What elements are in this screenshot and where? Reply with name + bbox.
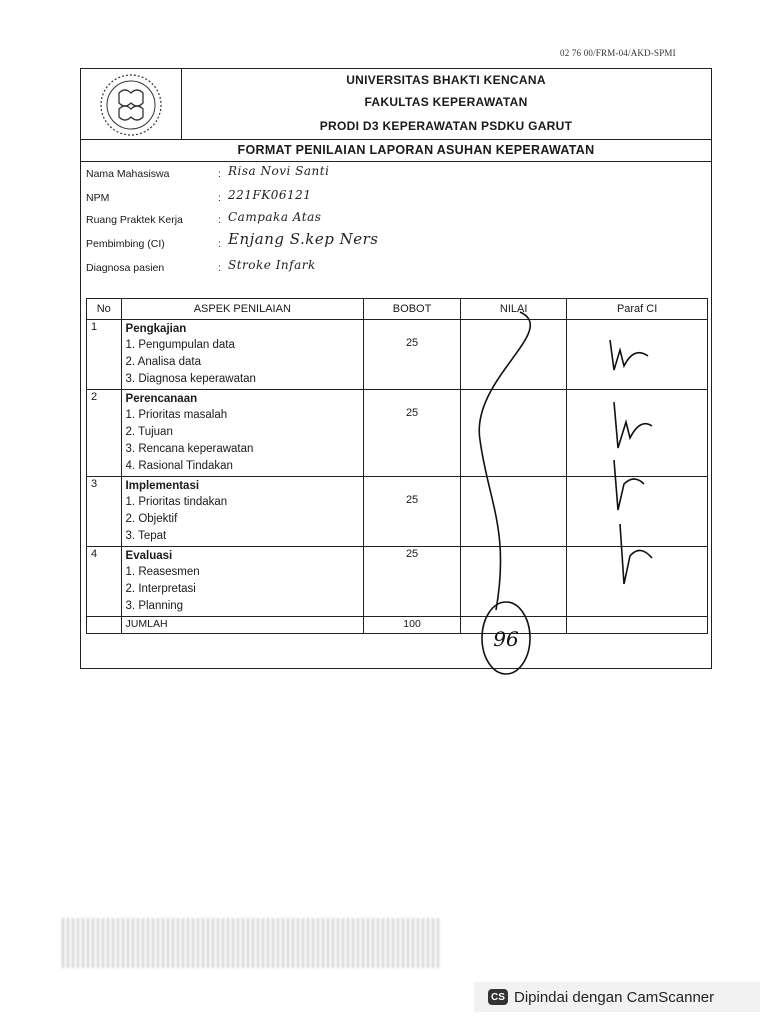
aspect-item: 3. Planning: [125, 600, 184, 612]
header-no: No: [87, 299, 122, 320]
info-label: Pembimbing (CI): [86, 238, 165, 250]
table-row: [87, 390, 708, 477]
header-paraf: Paraf CI: [567, 299, 708, 320]
faculty-name: FAKULTAS KEPERAWATAN: [364, 95, 528, 109]
aspect-cell: [121, 477, 364, 547]
aspect-item: 3. Rencana keperawatan: [125, 443, 254, 455]
header-nilai: NILAI: [461, 299, 567, 320]
row-number: 3: [87, 477, 122, 547]
form-title-row: [81, 139, 711, 162]
document-code: 02 76 00/FRM-04/AKD-SPMI: [560, 48, 676, 58]
aspect-cell: [121, 547, 364, 617]
info-label: Diagnosa pasien: [86, 262, 165, 274]
table-row: [87, 547, 708, 617]
nilai-cell: [461, 320, 567, 390]
row-number: 4: [87, 547, 122, 617]
aspect-item: 2. Objektif: [125, 513, 178, 525]
header-aspek: ASPEK PENILAIAN: [121, 299, 364, 320]
header-bobot: BOBOT: [364, 299, 461, 320]
table-row: [87, 320, 708, 390]
bobot-cell: [364, 547, 461, 617]
paraf-cell: [567, 320, 708, 390]
aspect-item: 2. Analisa data: [125, 356, 201, 368]
aspect-cell: [121, 320, 364, 390]
aspect-title: Implementasi: [125, 480, 200, 492]
bobot-cell: [364, 390, 461, 477]
aspect-item: 1. Prioritas masalah: [125, 409, 228, 421]
bobot-value: 25: [405, 494, 419, 506]
info-row-nama: Nama Mahasiswa : Risa Novi Santi: [86, 164, 330, 180]
aspect-item: 1. Reasesmen: [125, 566, 200, 578]
university-logo: [81, 69, 182, 139]
bobot-cell: [364, 477, 461, 547]
scan-noise: [62, 918, 442, 968]
info-row-ruang: Ruang Praktek Kerja : Campaka Atas: [86, 210, 322, 226]
aspect-item: 2. Tujuan: [125, 426, 173, 438]
info-label: Ruang Praktek Kerja: [86, 214, 183, 226]
total-no-cell: [87, 617, 122, 634]
bobot-cell: [364, 320, 461, 390]
form-header: [80, 68, 712, 162]
total-nilai-cell: [461, 617, 567, 634]
nilai-cell: [461, 547, 567, 617]
total-row: [87, 617, 708, 634]
program-name: PRODI D3 KEPERAWATAN PSDKU GARUT: [319, 119, 573, 133]
assessment-table: [86, 298, 708, 634]
table-row: [87, 477, 708, 547]
aspect-item: 1. Pengumpulan data: [125, 339, 235, 351]
paraf-cell: [567, 390, 708, 477]
aspect-item: 3. Diagnosa keperawatan: [125, 373, 256, 385]
nilai-cell: [461, 390, 567, 477]
camscanner-icon: CS: [488, 989, 508, 1005]
handwritten-value: Risa Novi Santi: [228, 164, 330, 178]
aspect-item: 3. Tepat: [125, 530, 167, 542]
camscanner-label: Dipindai dengan CamScanner: [514, 988, 715, 1006]
handwritten-value: Campaka Atas: [228, 210, 322, 224]
info-label: Nama Mahasiswa: [86, 168, 170, 180]
row-number: 1: [87, 320, 122, 390]
paraf-cell: [567, 547, 708, 617]
info-row-pembimbing: Pembimbing (CI) : Enjang S.kep Ners: [86, 230, 379, 250]
bobot-value: 25: [405, 407, 419, 419]
total-paraf-cell: [567, 617, 708, 634]
info-row-npm: NPM : 221FK06121: [86, 188, 312, 204]
total-bobot: 100: [364, 617, 461, 634]
aspect-title: Pengkajian: [125, 323, 187, 335]
university-name: UNIVERSITAS BHAKTI KENCANA: [346, 73, 546, 87]
info-label: NPM: [86, 192, 110, 204]
row-number: 2: [87, 390, 122, 477]
handwritten-value: Enjang S.kep Ners: [228, 230, 379, 248]
total-label: JUMLAH: [121, 617, 364, 634]
aspect-cell: [121, 390, 364, 477]
aspect-item: 2. Interpretasi: [125, 583, 196, 595]
paraf-cell: [567, 477, 708, 547]
aspect-item: 4. Rasional Tindakan: [125, 460, 233, 472]
camscanner-badge: [474, 982, 760, 1012]
form-title: FORMAT PENILAIAN LAPORAN ASUHAN KEPERAWATAN: [237, 143, 595, 157]
aspect-item: 1. Prioritas tindakan: [125, 496, 228, 508]
handwritten-value: Stroke Infark: [228, 258, 316, 272]
total-score-handwritten: 96: [493, 627, 519, 651]
handwritten-value: 221FK06121: [228, 188, 312, 202]
nilai-cell: [461, 477, 567, 547]
table-header-row: [87, 299, 708, 320]
bobot-value: 25: [405, 548, 419, 560]
info-row-diagnosa: Diagnosa pasien : Stroke Infark: [86, 258, 316, 274]
aspect-title: Evaluasi: [125, 550, 173, 562]
aspect-title: Perencanaan: [125, 393, 198, 405]
bobot-value: 25: [405, 337, 419, 349]
